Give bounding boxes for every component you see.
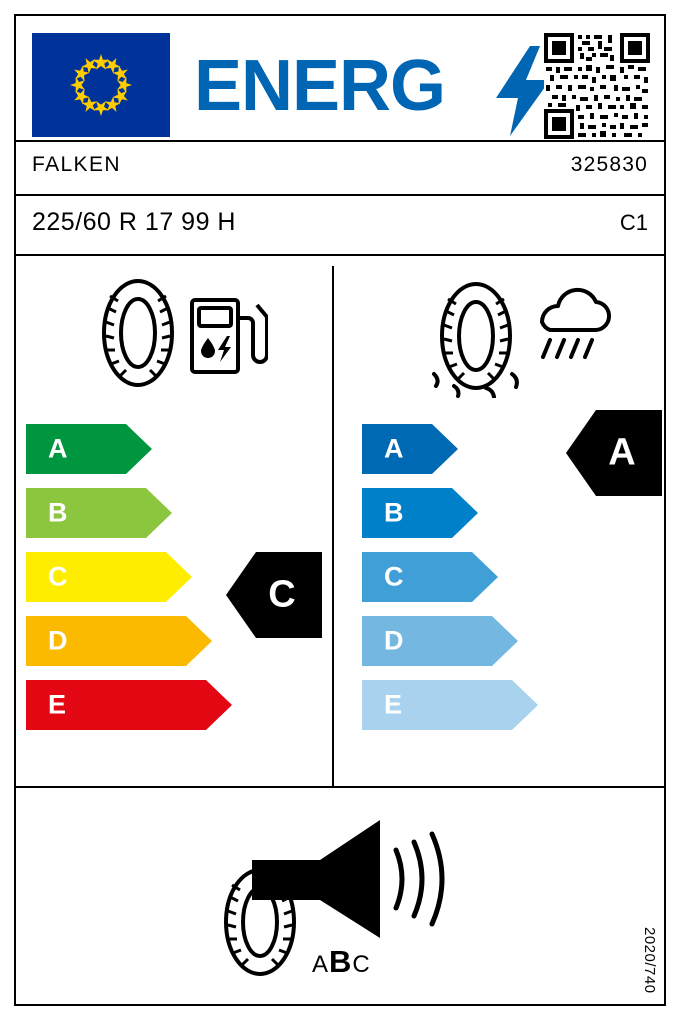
tyre-model-code: 325830 [570, 153, 648, 176]
wet-grade-a [362, 424, 538, 474]
wet-grade-d [362, 616, 538, 666]
regulation-reference: 2020/740 [641, 927, 658, 994]
wet-grade-e-letter: E [384, 689, 403, 720]
wet-grade-a-letter: A [384, 433, 404, 464]
fuel-grade-a [26, 424, 232, 474]
fuel-efficiency-result [226, 552, 322, 638]
fuel-grade-a-letter: A [48, 433, 68, 464]
noise-class-b-selected: B [329, 944, 353, 979]
tyre-brand: FALKEN [32, 153, 121, 176]
label-header [16, 16, 664, 138]
tyre-size: 225/60 R 17 99 H [32, 208, 236, 236]
noise-class-scale [312, 944, 371, 980]
fuel-grade-b [26, 488, 232, 538]
fuel-efficiency-result-letter: C [268, 573, 296, 616]
size-row [16, 194, 664, 254]
divider-noise [16, 786, 664, 788]
fuel-grade-d-letter: D [48, 625, 68, 656]
fuel-grade-c [26, 552, 232, 602]
fuel-efficiency-pictogram [88, 278, 268, 388]
qr-code [544, 33, 650, 139]
eu-flag [32, 33, 170, 137]
noise-unit: dB [336, 866, 363, 891]
fuel-efficiency-scale [26, 424, 232, 744]
wet-grade-c [362, 552, 538, 602]
energ-wordmark: ENERG [194, 46, 446, 126]
lightning-bolt-icon [496, 46, 550, 136]
noise-class-a: A [312, 951, 330, 978]
wet-grade-c-letter: C [384, 561, 404, 592]
wet-grip-result-letter: A [608, 431, 636, 474]
fuel-grade-c-letter: C [48, 561, 68, 592]
divider-size [16, 254, 664, 256]
wet-grade-e [362, 680, 538, 730]
wet-grade-d-letter: D [384, 625, 404, 656]
wet-grip-result [566, 410, 662, 496]
noise-class-c: C [352, 951, 371, 978]
wet-grade-b-letter: B [384, 497, 404, 528]
tyre-class: C1 [619, 210, 648, 235]
brand-row [16, 140, 664, 194]
divider-vertical [332, 266, 334, 786]
wet-grade-b [362, 488, 538, 538]
noise-value: 70 [272, 860, 311, 898]
fuel-grade-e [26, 680, 232, 730]
fuel-grade-d [26, 616, 232, 666]
wet-grip-scale [362, 424, 538, 744]
fuel-grade-e-letter: E [48, 689, 67, 720]
wet-grip-pictogram [424, 278, 614, 398]
fuel-grade-b-letter: B [48, 497, 68, 528]
